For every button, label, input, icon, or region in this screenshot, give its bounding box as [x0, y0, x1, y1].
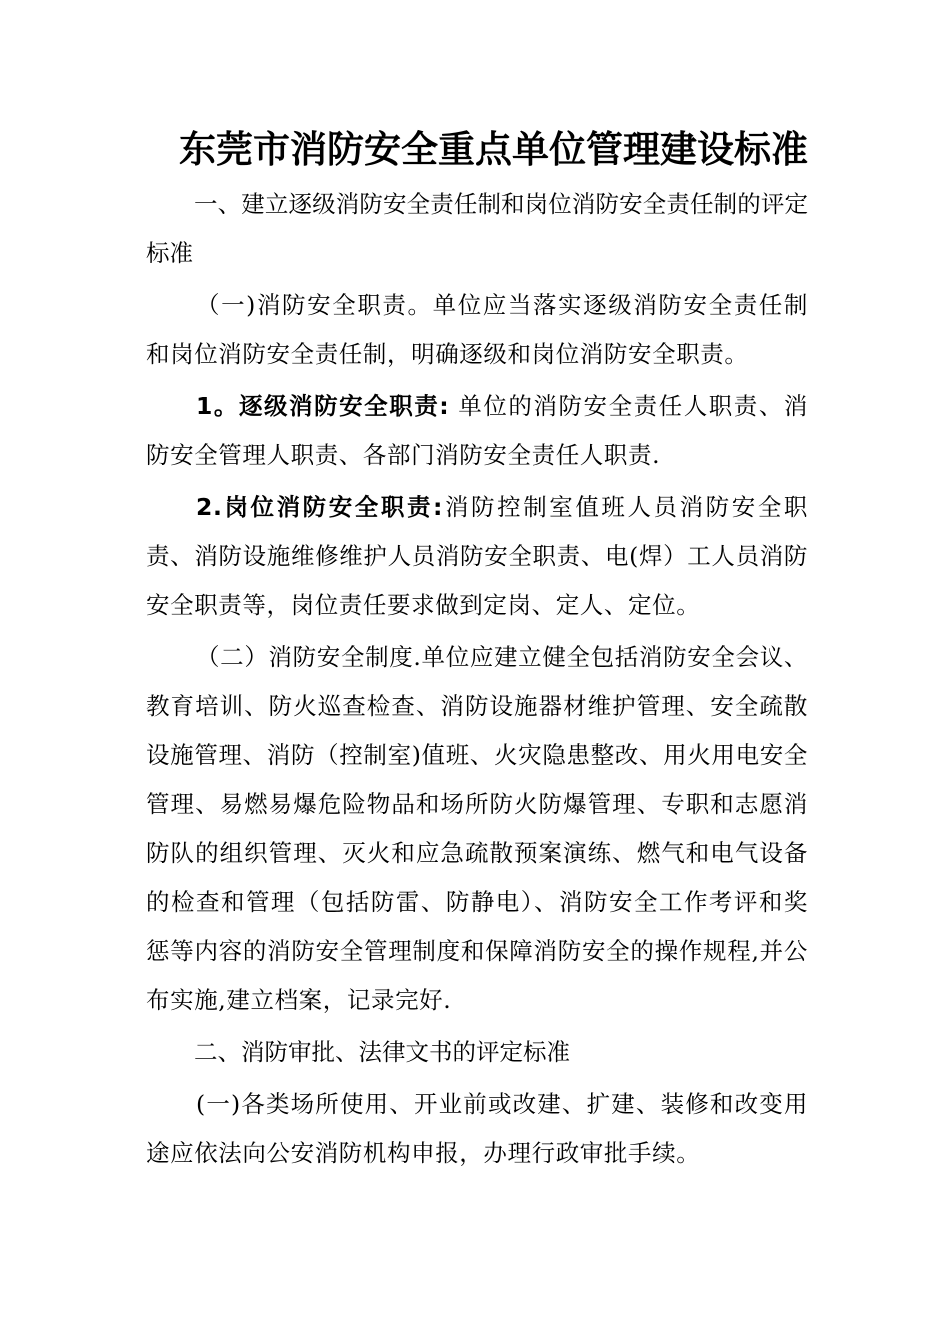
sub2-text: 消防控制室值班人员消防安全职责、消防设施维修维护人员消防安全职责、电(焊）工人员消防安全职责等，岗位责任要求做到定岗、定人、定位。: [146, 493, 808, 619]
sub2-label: 2.岗位消防安全职责:: [196, 493, 444, 521]
section2-item1: (一)各类场所使用、开业前或改建、扩建、装修和改变用途应依法向公安消防机构申报，办理行政审批手续。: [146, 1090, 808, 1167]
section1-sub2: [146, 483, 808, 630]
document-title: 东莞市消防安全重点单位管理建设标准: [179, 127, 808, 171]
section1-heading: 一、建立逐级消防安全责任制和岗位消防安全责任制的评定标准: [146, 190, 808, 267]
sub1-text: 单位的消防安全责任人职责、消防安全管理人职责、各部门消防安全责任人职责.: [146, 392, 808, 469]
sub1-label: 1。逐级消防安全职责:: [196, 392, 450, 420]
section2-heading: 二、消防审批、法律文书的评定标准: [194, 1038, 570, 1066]
section1-item2: （二）消防安全制度.单位应建立健全包括消防安全会议、教育培训、防火巡查检查、消防设施器材维护管理、安全疏散设施管理、消防（控制室)值班、火灾隐患整改、用火用电安全管理、易燃易爆危险物品和场所防火防爆管理、专职和志愿消防队的组织管理、灭火和应急疏散预案演练、燃气和电气设备的检查和管理（包括防雷、防静电）、消防安全工作考评和奖惩等内容的消防安全管理制度和保障消防安全的操作规程,并公布实施,建立档案，记录完好.: [146, 643, 808, 1014]
section1-item1: （一)消防安全职责。单位应当落实逐级消防安全责任制和岗位消防安全责任制，明确逐级和岗位消防安全职责。: [146, 291, 808, 368]
section1-sub1: [146, 382, 808, 480]
document-page: [146, 118, 808, 1178]
